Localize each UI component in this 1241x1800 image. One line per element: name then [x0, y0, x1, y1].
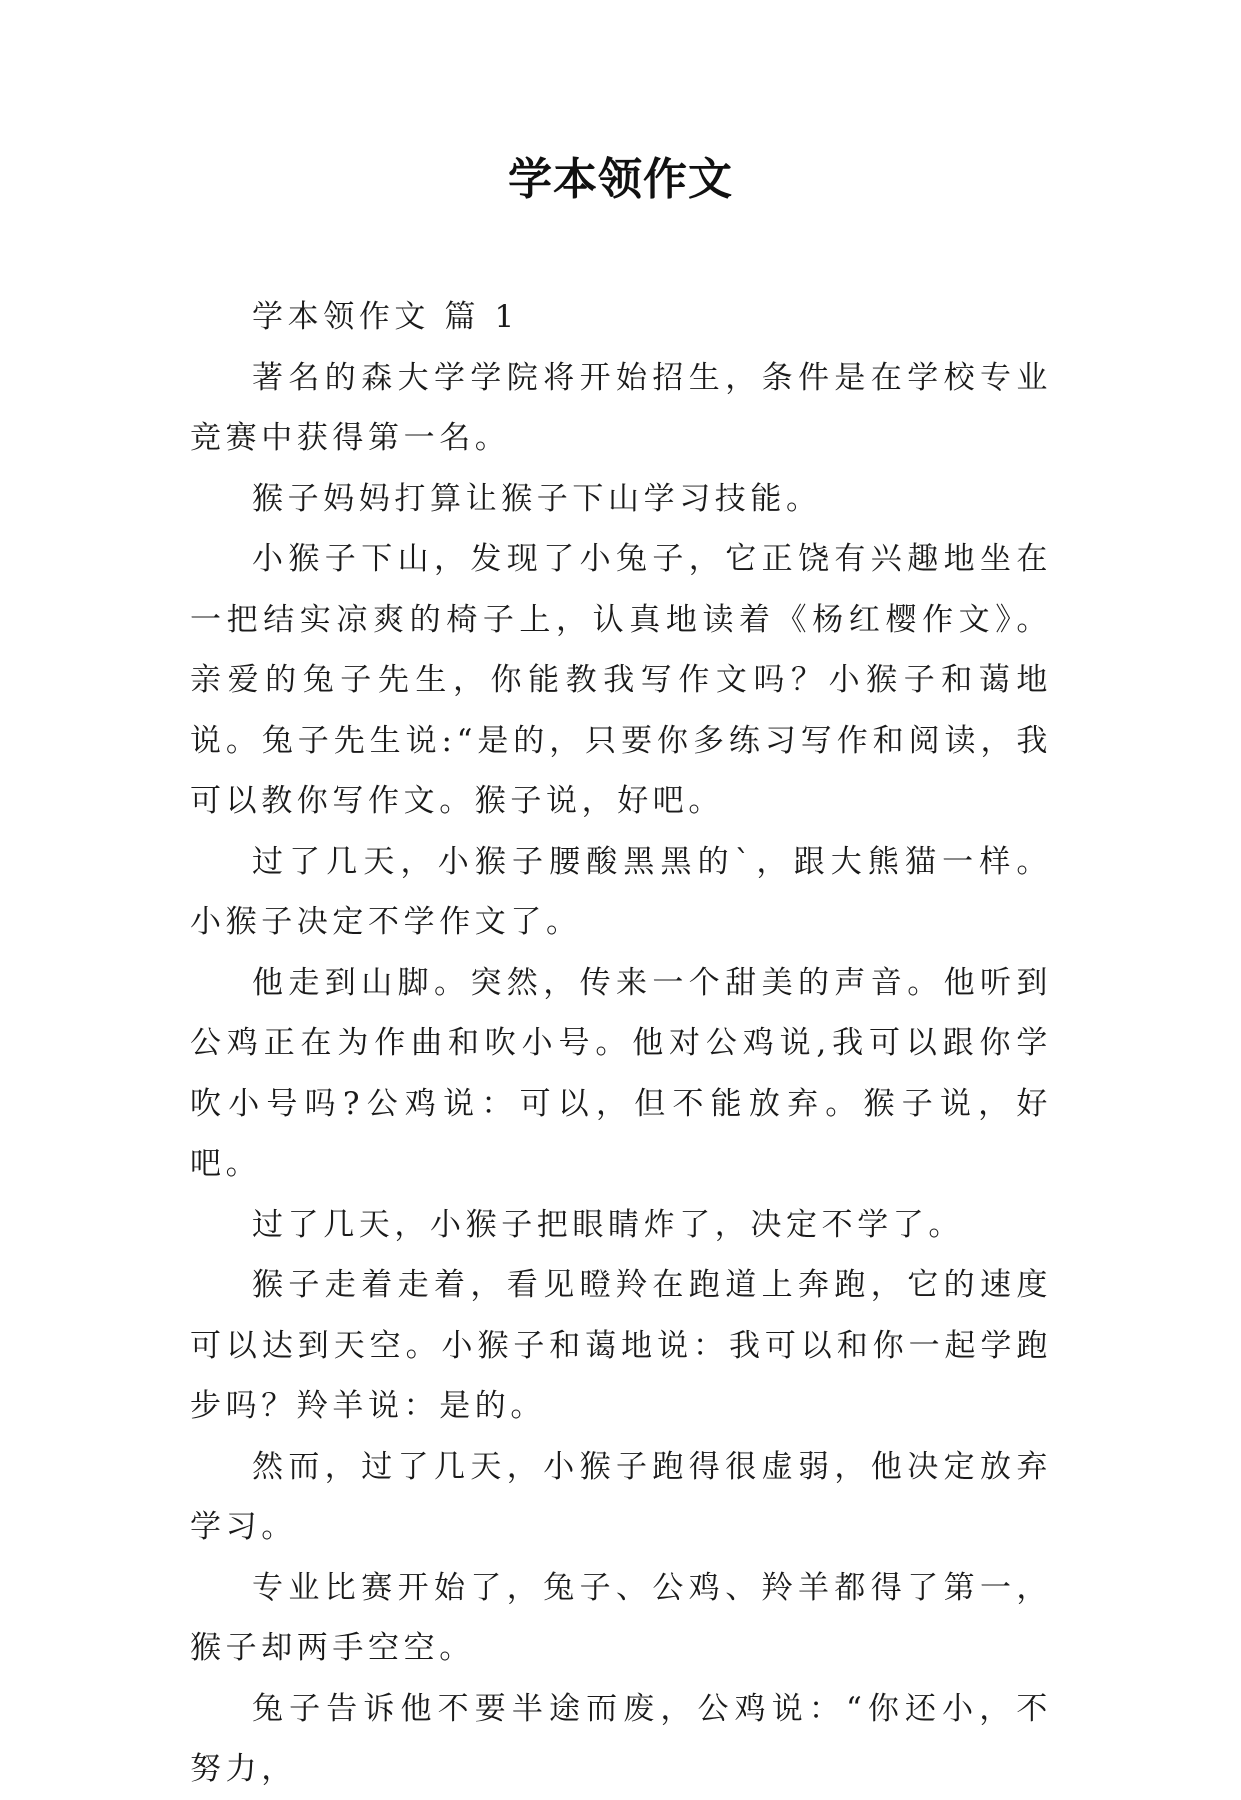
paragraph: 著名的森大学学院将开始招生，条件是在学校专业竞赛中获得第一名。	[190, 359, 1052, 456]
paragraph: 猴子走着走着，看见瞪羚在跑道上奔跑，它的速度可以达到天空。小猴子和蔼地说：我可以和你一起学跑步吗？羚羊说：是的。	[190, 1267, 1052, 1424]
paragraph: 过了几天，小猴子腰酸黑黑的`，跟大熊猫一样。小猴子决定不学作文了。	[190, 843, 1052, 940]
paragraph: 小猴子下山，发现了小兔子，它正饶有兴趣地坐在一把结实凉爽的椅子上，认真地读着《杨红樱作文》。亲爱的兔子先生，你能教我写作文吗？小猴子和蔼地说。兔子先生说:“是的，只要你多练习写作和阅读，我可以教你写作文。猴子说，好吧。	[190, 541, 1052, 819]
paragraph: 过了几天，小猴子把眼睛炸了，决定不学了。	[252, 1206, 964, 1243]
paragraph: 猴子妈妈打算让猴子下山学习技能。	[252, 480, 822, 517]
paragraph: 然而，过了几天，小猴子跑得很虚弱，他决定放弃学习。	[190, 1448, 1052, 1545]
document-body	[190, 287, 1052, 1800]
paragraph: 兔子告诉他不要半途而废，公鸡说：“你还小，不努力，	[190, 1690, 1052, 1787]
section-heading: 学本领作文 篇 1	[252, 299, 519, 335]
paragraph: 专业比赛开始了，兔子、公鸡、羚羊都得了第一，猴子却两手空空。	[190, 1569, 1052, 1666]
paragraph: 他走到山脚。突然，传来一个甜美的声音。他听到公鸡正在为作曲和吹小号。他对公鸡说,我可以跟你学吹小号吗?公鸡说：可以，但不能放弃。猴子说，好吧。	[190, 964, 1052, 1182]
document-title: 学本领作文	[508, 154, 733, 205]
